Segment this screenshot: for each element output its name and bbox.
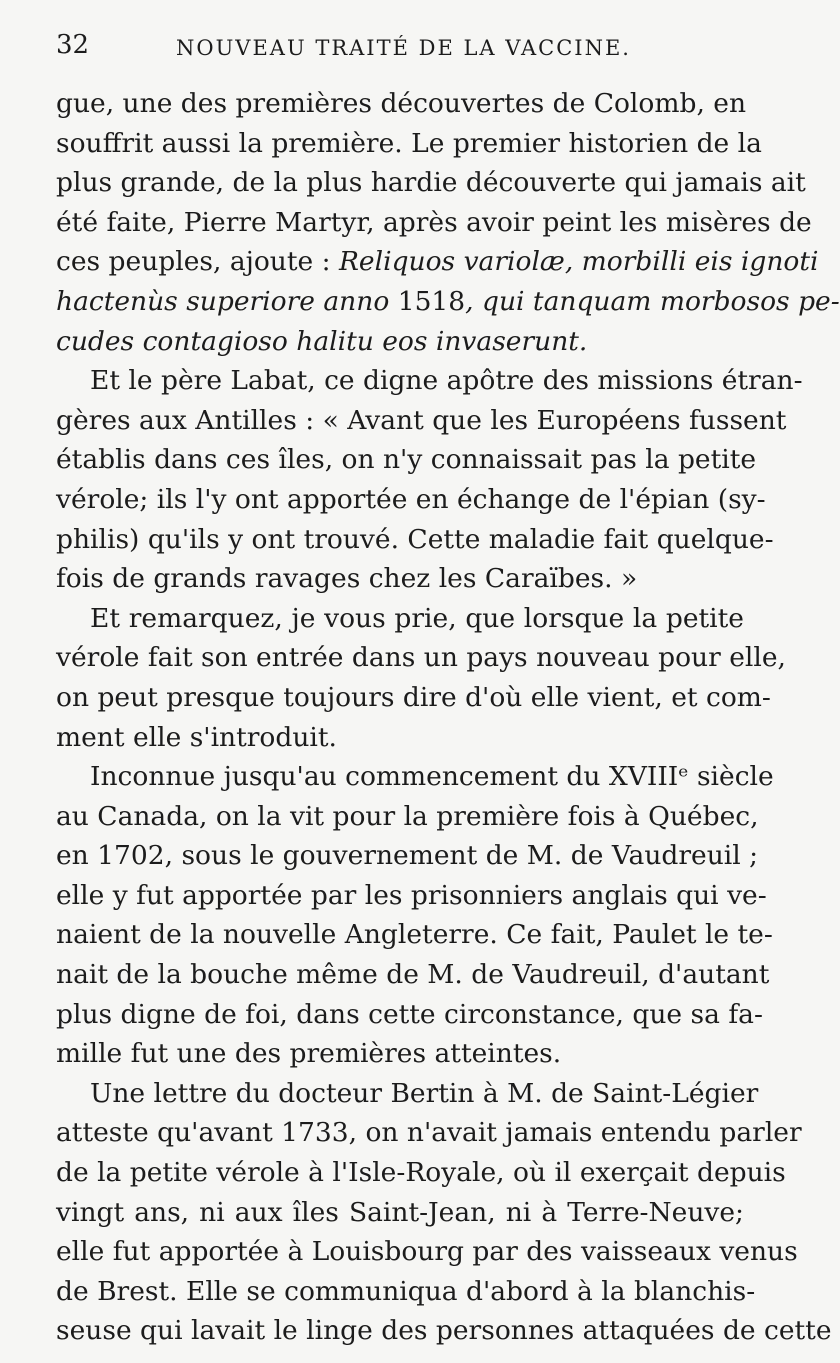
year: 1518 [397, 285, 466, 317]
latin-quote: , qui tanquam morbosos pe- [465, 285, 840, 317]
latin-quote: hactenùs superiore anno [56, 285, 398, 317]
text-line: philis) qu'ils y ont trouvé. Cette maladie fait quelque- [56, 523, 774, 555]
text-line: seuse qui lavait le linge des personnes attaquées de cette [56, 1315, 832, 1347]
text-line: gue, une des premières découvertes de Colomb, en [56, 88, 747, 119]
text-line: vingt ans, ni aux îles Saint-Jean, ni à Terre-Neuve; [56, 1196, 744, 1228]
text-line: vérole fait son entrée dans un pays nouveau pour elle, [56, 642, 786, 674]
text-line [56, 282, 840, 322]
text-line: Et le père Labat, ce digne apôtre des missions étran- [90, 365, 803, 397]
text-line: en 1702, sous le gouvernement de M. de Vaudreuil ; [56, 840, 759, 872]
text-line: Et remarquez, je vous prie, que lorsque la petite [90, 602, 744, 634]
text-line: on peut presque toujours dire d'où elle vient, et com- [56, 681, 771, 713]
page-header [56, 30, 744, 70]
text-line: fois de grands ravages chez les Caraïbes. » [56, 563, 638, 595]
body-text [56, 84, 840, 1351]
text-line: Une lettre du docteur Bertin à M. de Saint-Légier [90, 1077, 759, 1109]
text-line [56, 242, 819, 282]
text-line: elle y fut apportée par les prisonniers anglais qui ve- [56, 879, 767, 911]
text-line: gères aux Antilles : « Avant que les Européens fussent [56, 404, 787, 436]
text-line [56, 322, 744, 362]
text-line: plus grande, de la plus hardie découverte qui jamais ait [56, 167, 806, 199]
text-line: atteste qu'avant 1733, on n'avait jamais entendu parler [56, 1117, 802, 1149]
text-line: nait de la bouche même de M. de Vaudreuil, d'autant [56, 959, 770, 991]
text-line: ment elle s'introduit. [56, 721, 337, 753]
running-title: NOUVEAU TRAITÉ DE LA VACCINE. [176, 36, 631, 60]
text-line: naient de la nouvelle Angleterre. Ce fait, Paulet le te- [56, 919, 773, 951]
text-line: Inconnue jusqu'au commencement du XVIIIᵉ siècle [90, 761, 774, 793]
text-line: souffrit aussi la première. Le premier historien de la [56, 127, 762, 159]
text-line: elle fut apportée à Louisbourg par des vaisseaux venus [56, 1236, 798, 1268]
text-line: de la petite vérole à l'Isle-Royale, où il exerçait depuis [56, 1157, 786, 1189]
latin-quote: Reliquos variolæ, morbilli eis ignoti [338, 246, 819, 278]
page-number: 32 [56, 30, 90, 60]
text-line: au Canada, on la vit pour la première fois à Québec, [56, 800, 759, 832]
text-line: vérole; ils l'y ont apportée en échange de l'épian (sy- [56, 483, 766, 515]
text-line: été faite, Pierre Martyr, après avoir peint les misères de [56, 206, 812, 238]
text-segment: ces peuples, ajoute : [56, 246, 339, 278]
text-line: mille fut une des premières atteintes. [56, 1038, 562, 1070]
text-line: établis dans ces îles, on n'y connaissait pas la petite [56, 444, 757, 476]
latin-quote: cudes contagioso halitu eos invaserunt. [56, 325, 588, 357]
text-line: de Brest. Elle se communiqua d'abord à la blanchis- [56, 1275, 756, 1307]
text-line: plus digne de foi, dans cette circonstance, que sa fa- [56, 998, 763, 1030]
